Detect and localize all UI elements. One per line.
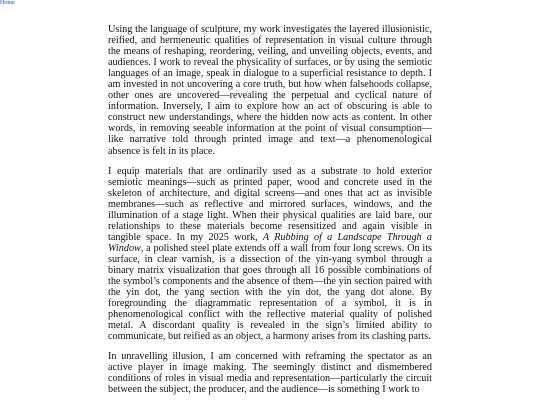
paragraph-2-text-end: , a polished steel plate extends off a wall from four long screws. On its surface, in clear varnish, is a dissection of the yin-yang symbol through a binary matrix visualization that goes through all 16 possible combinations of the symbol’s components and the absence of them—the yin section paired with the yin dot, the yang section with the yin dot, the yang dot alone. By foregrounding the diagrammatic representation of a symbol, it is in phenomenological conflict with the reflective material quality of polished metal. A discordant quality is revealed in the sign’s limited ability to communicate, but reified as an object, a harmony arises from its clashing parts. bbox=[108, 242, 432, 343]
paragraph-2-text-start: I equip materials that are ordinarily used as a substrate to hold exterior semiotic meanings—such as printed paper, wood and concrete used in the skeleton of architecture, and digital screens—and ones that act as invisible membranes—such as reflective and mirrored surfaces, windows, and the illumination of a stage light. When their physical qualities are laid bare, our relationships to these materials become resensitized and again visible in tangible space. In my 2025 work, bbox=[108, 165, 432, 243]
statement-paragraph-2 bbox=[108, 166, 432, 343]
home-link[interactable]: Home bbox=[0, 0, 15, 6]
work-title: A Rubbing of a Landscape Through a Window bbox=[108, 231, 432, 254]
artist-statement bbox=[108, 24, 432, 405]
statement-paragraph-3: In unravelling illusion, I am concerned with reframing the spectator as an active player in image making. The seemingly distinct and dismembered conditions of roles in visual media and representation—particularly the circuit between the subject, the producer, and the audience—is something I work to bbox=[108, 351, 432, 396]
statement-paragraph-1: Using the language of sculpture, my work investigates the layered illusionistic, reified, and hermeneutic qualities of representation in visual culture through the means of reshaping, reordering, veiling, and unveiling objects, events, and audiences. I work to reveal the physicality of surfaces, or by using the semiotic languages of an image, speak in dialogue to a superficial resistance to depth. I am invested in not uncovering a core truth, but how when falsehoods collapse, other ones are uncovered—revealing the perpetual and cyclical nature of information. Inversely, I aim to explore how an act of obscuring is able to construct new understandings, where the hidden now acts as content. In other words, in removing seeable information at the point of visual consumption—like narrative told through printed image and text—a phenomenological absence is felt in its place. bbox=[108, 24, 432, 157]
